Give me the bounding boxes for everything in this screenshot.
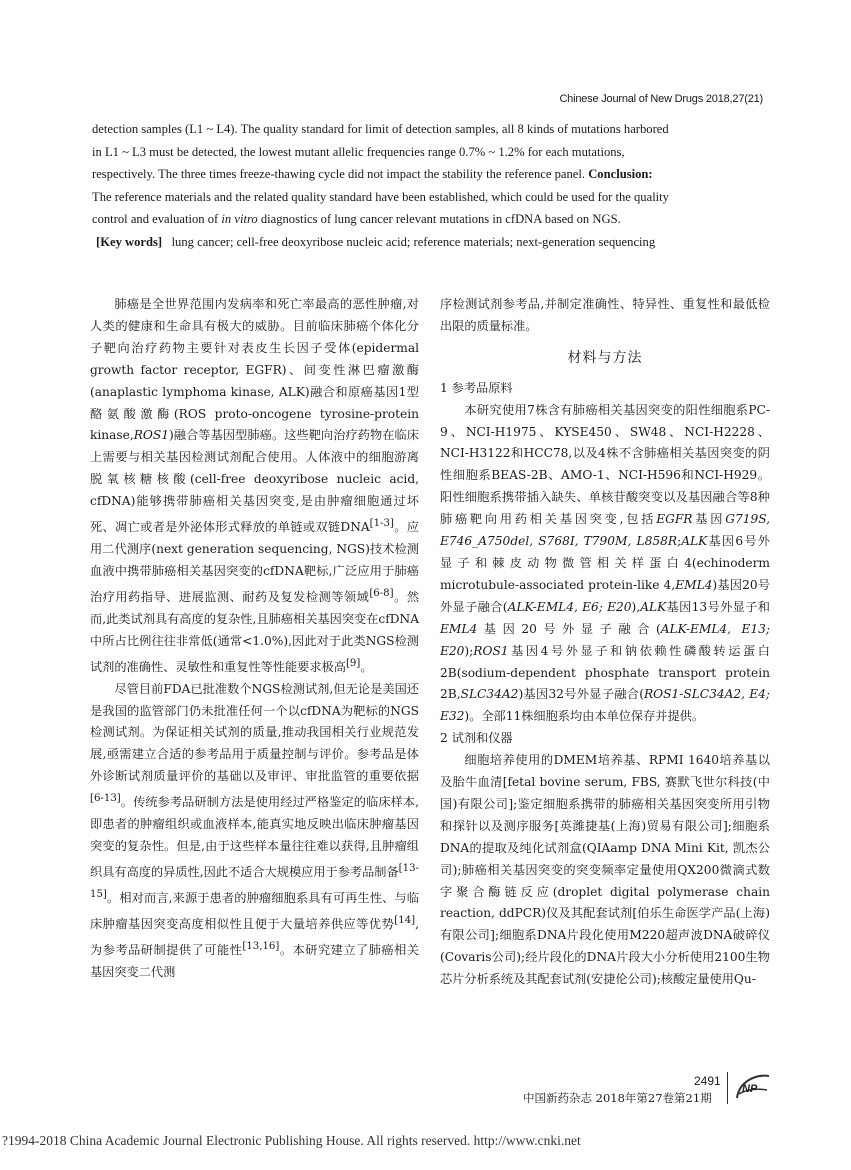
section-title: 材料与方法 — [567, 349, 643, 366]
text: )融合等基因型肺癌。这些靶向治疗药物在临床上需要与相关基因检测试剂配合使用。人体液中的细胞游离脱氧核糖核酸(cell-free deoxyribose nucleic acid, cfDNA)能够携带肺癌相关基因突变,是由肿瘤细胞通过坏死、凋亡或者是外泌体形式释放的单链或双链DNA — [90, 428, 419, 535]
text: )基因32号外显子融合( — [518, 687, 644, 702]
footer-divider — [727, 1072, 728, 1104]
abstract-line — [92, 163, 762, 186]
italic-text: G719S, E746_A750del, S768I, T790M, L858R — [440, 512, 770, 549]
paragraph — [440, 400, 770, 729]
page-number: 2491 — [694, 1074, 721, 1088]
text: 尽管目前FDA已批准数个NGS检测试剂,但无论是美国还是我国的监管部门仍未批准任何一个以cfDNA为靶标的NGS检测试剂。为保证相关试剂的质量,推动我国相关行业规范发展,亟需建立合适的参考品用于质量控制与评价。参考品是体外诊断试剂质量评价的基础以及审评、审批监管的重要依据 — [90, 681, 419, 784]
text: 。然而,此类试剂具有高度的复杂性,且肺癌相关基因突变在cfDNA中所占比例往往非常低(通常<1.0%),因此对于此类NGS检测试剂的准确性、灵敏性和重复性等性能要求极高 — [90, 589, 420, 674]
journal-logo-icon — [733, 1070, 773, 1104]
citation: [1-3] — [369, 518, 394, 530]
citation: [6-13] — [90, 793, 121, 805]
english-abstract — [92, 118, 762, 253]
abstract-text: respectively. The three times freeze-thawing cycle did not impact the stability the reference panel. — [92, 167, 586, 181]
abstract-italic: in vitro — [221, 212, 258, 226]
svg-text:NP: NP — [742, 1083, 758, 1095]
italic-text: EGFR — [656, 512, 693, 527]
text: 基因6号外显子和棘皮动物微管相关样蛋白4(echinoderm microtubule-associated protein-like 4, — [440, 534, 770, 592]
paragraph: 序检测试剂参考品,并制定准确性、特异性、重复性和最低检出限的质量标准。 — [440, 297, 770, 333]
paragraph — [90, 679, 419, 984]
journal-reference-header: Chinese Journal of New Drugs 2018,27(21) — [559, 93, 763, 105]
italic-text: ROS1 — [133, 428, 170, 443]
keywords-label: [Key words] — [96, 234, 163, 249]
abstract-line — [92, 208, 762, 231]
text: 基因20号外显子融合( — [477, 621, 661, 636]
footer-journal-name: 中国新药杂志 2018年第27卷第21期 — [523, 1091, 712, 1105]
abstract-text: detection samples (L1 ~ L4). The quality standard for limit of detection samples, all 8 kinds of mutations harbored — [92, 122, 669, 136]
text: ); — [464, 643, 474, 658]
text: )。全部11株细胞系均由本单位保存并提供。 — [464, 709, 705, 724]
text: 。应用二代测序(next generation sequencing, NGS)技术检测血液中携带肺癌相关基因突变的cfDNA靶标,广泛应用于肺癌治疗用药指导、进展监测、耐药及复发检测等领域 — [90, 520, 419, 604]
text: 基因4号外显子和钠依赖性磷酸转运蛋白2B(sodium-dependent phosphate transport protein 2B, — [440, 643, 770, 702]
italic-text: ROS1 — [473, 643, 509, 658]
text: ), — [631, 599, 641, 614]
abstract-text: diagnostics of lung cancer relevant mutations in cfDNA based on NGS. — [260, 212, 621, 226]
italic-text: ALK — [640, 599, 667, 614]
italic-text: EML4 — [675, 577, 713, 592]
citation: [9] — [345, 657, 361, 669]
text: ; — [677, 534, 682, 549]
left-column — [90, 294, 419, 984]
subsection-heading: 2 试剂和仪器 — [440, 731, 513, 746]
keywords-line — [92, 231, 762, 254]
abstract-text: in L1 ~ L3 must be detected, the lowest mutant allelic frequencies range 0.7% ~ 1.2% for each mutations, — [92, 144, 625, 159]
text: )基因20号外显子融合( — [440, 577, 771, 614]
italic-text: EML4 — [440, 621, 478, 636]
conclusion-label: Conclusion: — [588, 167, 653, 181]
abstract-line — [92, 141, 762, 164]
text: 基因13号外显子和 — [666, 599, 770, 614]
abstract-line — [92, 118, 762, 141]
text: 。 — [360, 659, 373, 674]
abstract-line — [92, 186, 762, 209]
right-column — [440, 294, 770, 991]
abstract-text: The reference materials and the related quality standard have been established, which could be used for the quality — [92, 189, 669, 204]
citation: [13,16] — [242, 940, 280, 952]
subsection-heading: 1 参考品原料 — [440, 380, 513, 395]
paragraph — [90, 294, 419, 679]
text: 。传统参考品研制方法是使用经过严格鉴定的临床样本,即患者的肿瘤组织或血液样本,能真实地反映出临床肿瘤基因突变的复杂性。但是,由于这些样本量往往难以获得,且肿瘤组织具有高度的异质性,因此不适合大规模应用于参考品制备 — [90, 795, 419, 879]
text: 肺癌是全世界范围内发病率和死亡率最高的恶性肿瘤,对人类的健康和生命具有极大的威胁。目前临床肺癌个体化分子靶向治疗药物主要针对表皮生长因子受体(epidermal growth factor receptor, EGFR)、间变性淋巴瘤激酶(anaplastic lymphoma kinase, ALK)融合和原癌基因1型酪氨酸激酶(ROS proto-oncogene tyrosine-protein kinase, — [90, 297, 419, 443]
citation: [14] — [394, 914, 416, 926]
copyright-notice: ?1994-2018 China Academic Journal Electronic Publishing House. All rights reserved. http://www.cnki.net — [2, 1133, 581, 1148]
abstract-text: control and evaluation of — [92, 212, 219, 226]
text: 。相对而言,来源于患者的肿瘤细胞系具有可再生性、与临床肿瘤基因突变高度相似性且便于大量培养供应等优势 — [90, 890, 419, 931]
keywords-text: lung cancer; cell-free deoxyribose nucleic acid; reference materials; next-generation sequencing — [171, 234, 656, 249]
text: 基因 — [692, 512, 726, 527]
italic-text: ALK-EML4, E13; E20 — [440, 621, 771, 658]
italic-text: ROS1-SLC34A2, E4; E32 — [440, 687, 770, 724]
italic-text: SLC34A2 — [460, 687, 519, 702]
citation: [6-8] — [369, 587, 394, 599]
text: ,为参考品研制提供了可能性 — [90, 916, 419, 957]
paragraph: 细胞培养使用的DMEM培养基、RPMI 1640培养基以及胎牛血清[fetal bovine serum, FBS, 赛默飞世尔科技(中国)有限公司];鉴定细胞系携带的肺癌相关基因突变所用引物和探针以及测序服务[英潍捷基(上海)贸易有限公司];细胞系DNA的提取及纯化试剂盒(QIAamp DNA Mini Kit, 凯杰公司);肺癌相关基因突变的突变频率定量使用QX200微滴式数字聚合酶链反应(droplet digital polymerase chain reaction, ddPCR)仪及其配套试剂[伯乐生命医学产品(上海)有限公司];细胞系DNA片段化使用M220超声波DNA破碎仪(Covaris公司);经片段化的DNA片段大小分析使用2100生物芯片分析系统及其配套试剂(安捷伦公司);核酸定量使用Qu- — [440, 753, 770, 987]
citation: [13-15] — [90, 862, 419, 900]
text: 本研究使用7株含有肺癌相关基因突变的阳性细胞系PC-9、NCI-H1975、KYSE450、SW48、NCI-H2228、NCI-H3122和HCC78,以及4株不含肺癌相关基因突变的阴性细胞系BEAS-2B、AMO-1、NCI-H596和NCI-H929。阳性细胞系携带插入缺失、单核苷酸突变以及基因融合等8种肺癌靶向用药相关基因突变,包括 — [440, 402, 770, 527]
italic-text: ALK-EML4, E6; E20 — [507, 599, 632, 614]
text: 。本研究建立了肺癌相关基因突变二代测 — [90, 942, 420, 979]
italic-text: ALK — [681, 534, 708, 549]
